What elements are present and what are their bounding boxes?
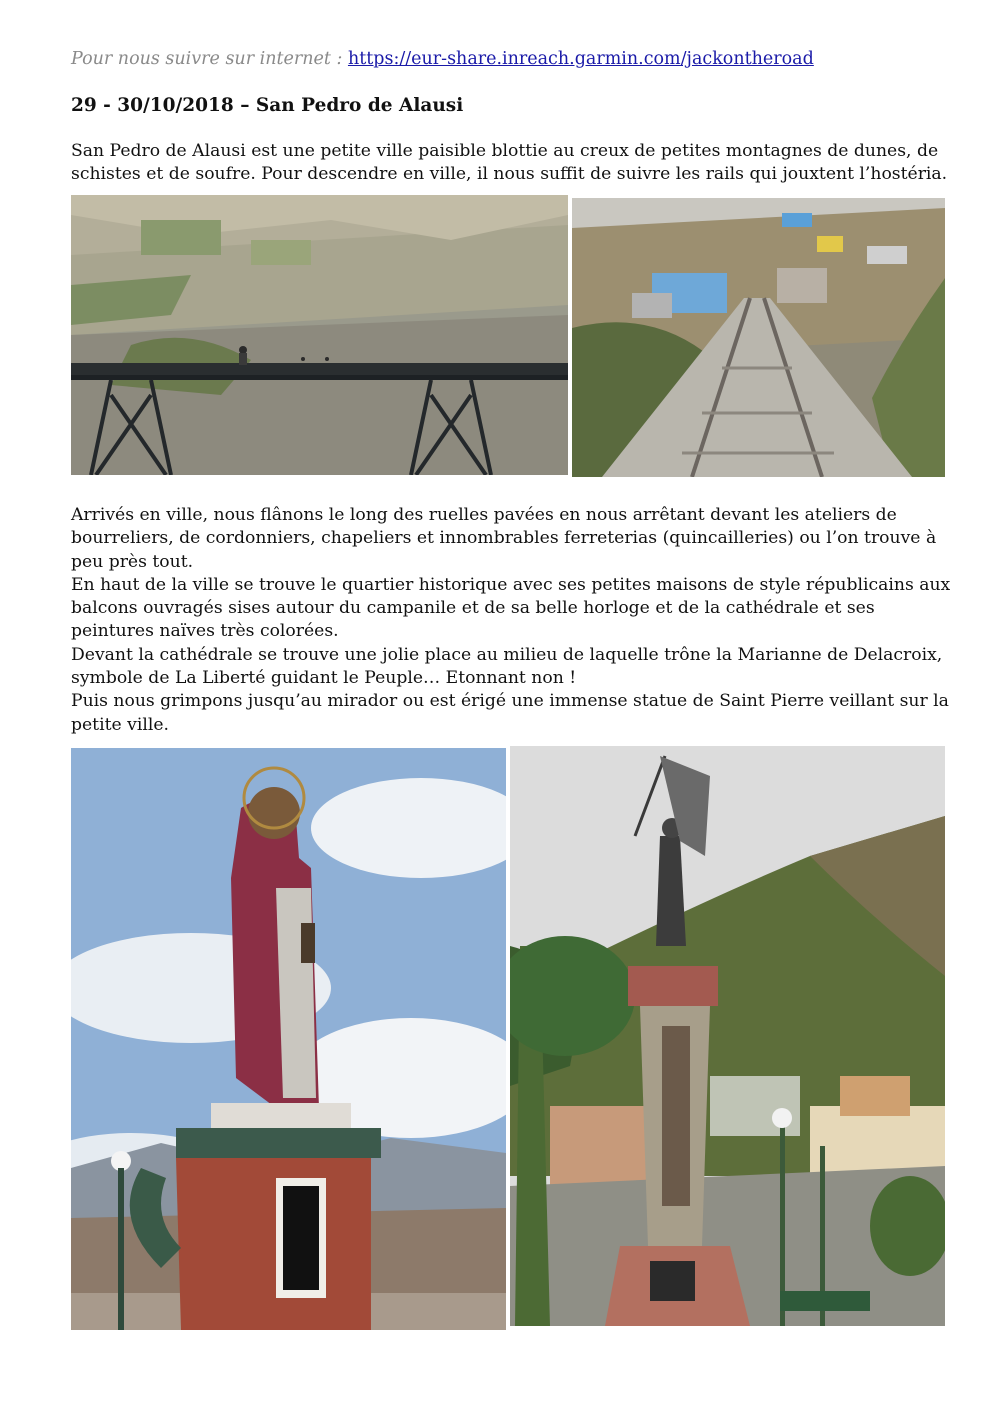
body-paragraph: Puis nous grimpons jusqu’au mirador ou est érigé une immense statue de Saint Pierre veillant sur la petite ville. — [71, 691, 949, 735]
page-header — [71, 47, 814, 71]
page-title: 29 - 30/10/2018 – San Pedro de Alausi — [71, 95, 464, 116]
photo-railway-bridge — [71, 195, 568, 475]
photo-saint-pierre-statue — [71, 748, 506, 1330]
body-paragraph: Devant la cathédrale se trouve une jolie place au milieu de laquelle trône la Marianne de Delacroix, symbole de La Liberté guidant le Peuple… Etonnant non ! — [71, 644, 943, 689]
intro-paragraph: San Pedro de Alausi est une petite ville paisible blottie au creux de petites montagnes de dunes, de schistes et de soufre. Pour descendre en ville, il nous suffit de suivre les rails qui jouxtent l’hostéria. — [71, 141, 948, 185]
body-paragraph: En haut de la ville se trouve le quartier historique avec ses petites maisons de style républicains aux balcons ouvragés sises autour du campanile et de sa belle horloge et de la cathédrale et ses peintures naïves très colorées. — [71, 574, 951, 642]
photo-marianne-monument — [510, 746, 945, 1326]
header-lead: Pour nous suivre sur internet : — [71, 49, 343, 69]
body-paragraph: Arrivés en ville, nous flânons le long des ruelles pavées en nous arrêtant devant les ateliers de bourreliers, de cordonniers, chapeliers et innombrables ferreterias (quincailleries) ou l’on trouve à peu près tout. — [71, 505, 937, 572]
tracking-link[interactable]: https://eur-share.inreach.garmin.com/jackontheroad — [347, 49, 814, 69]
body-paragraphs — [71, 504, 951, 737]
photo-railway-tracks — [572, 198, 945, 477]
